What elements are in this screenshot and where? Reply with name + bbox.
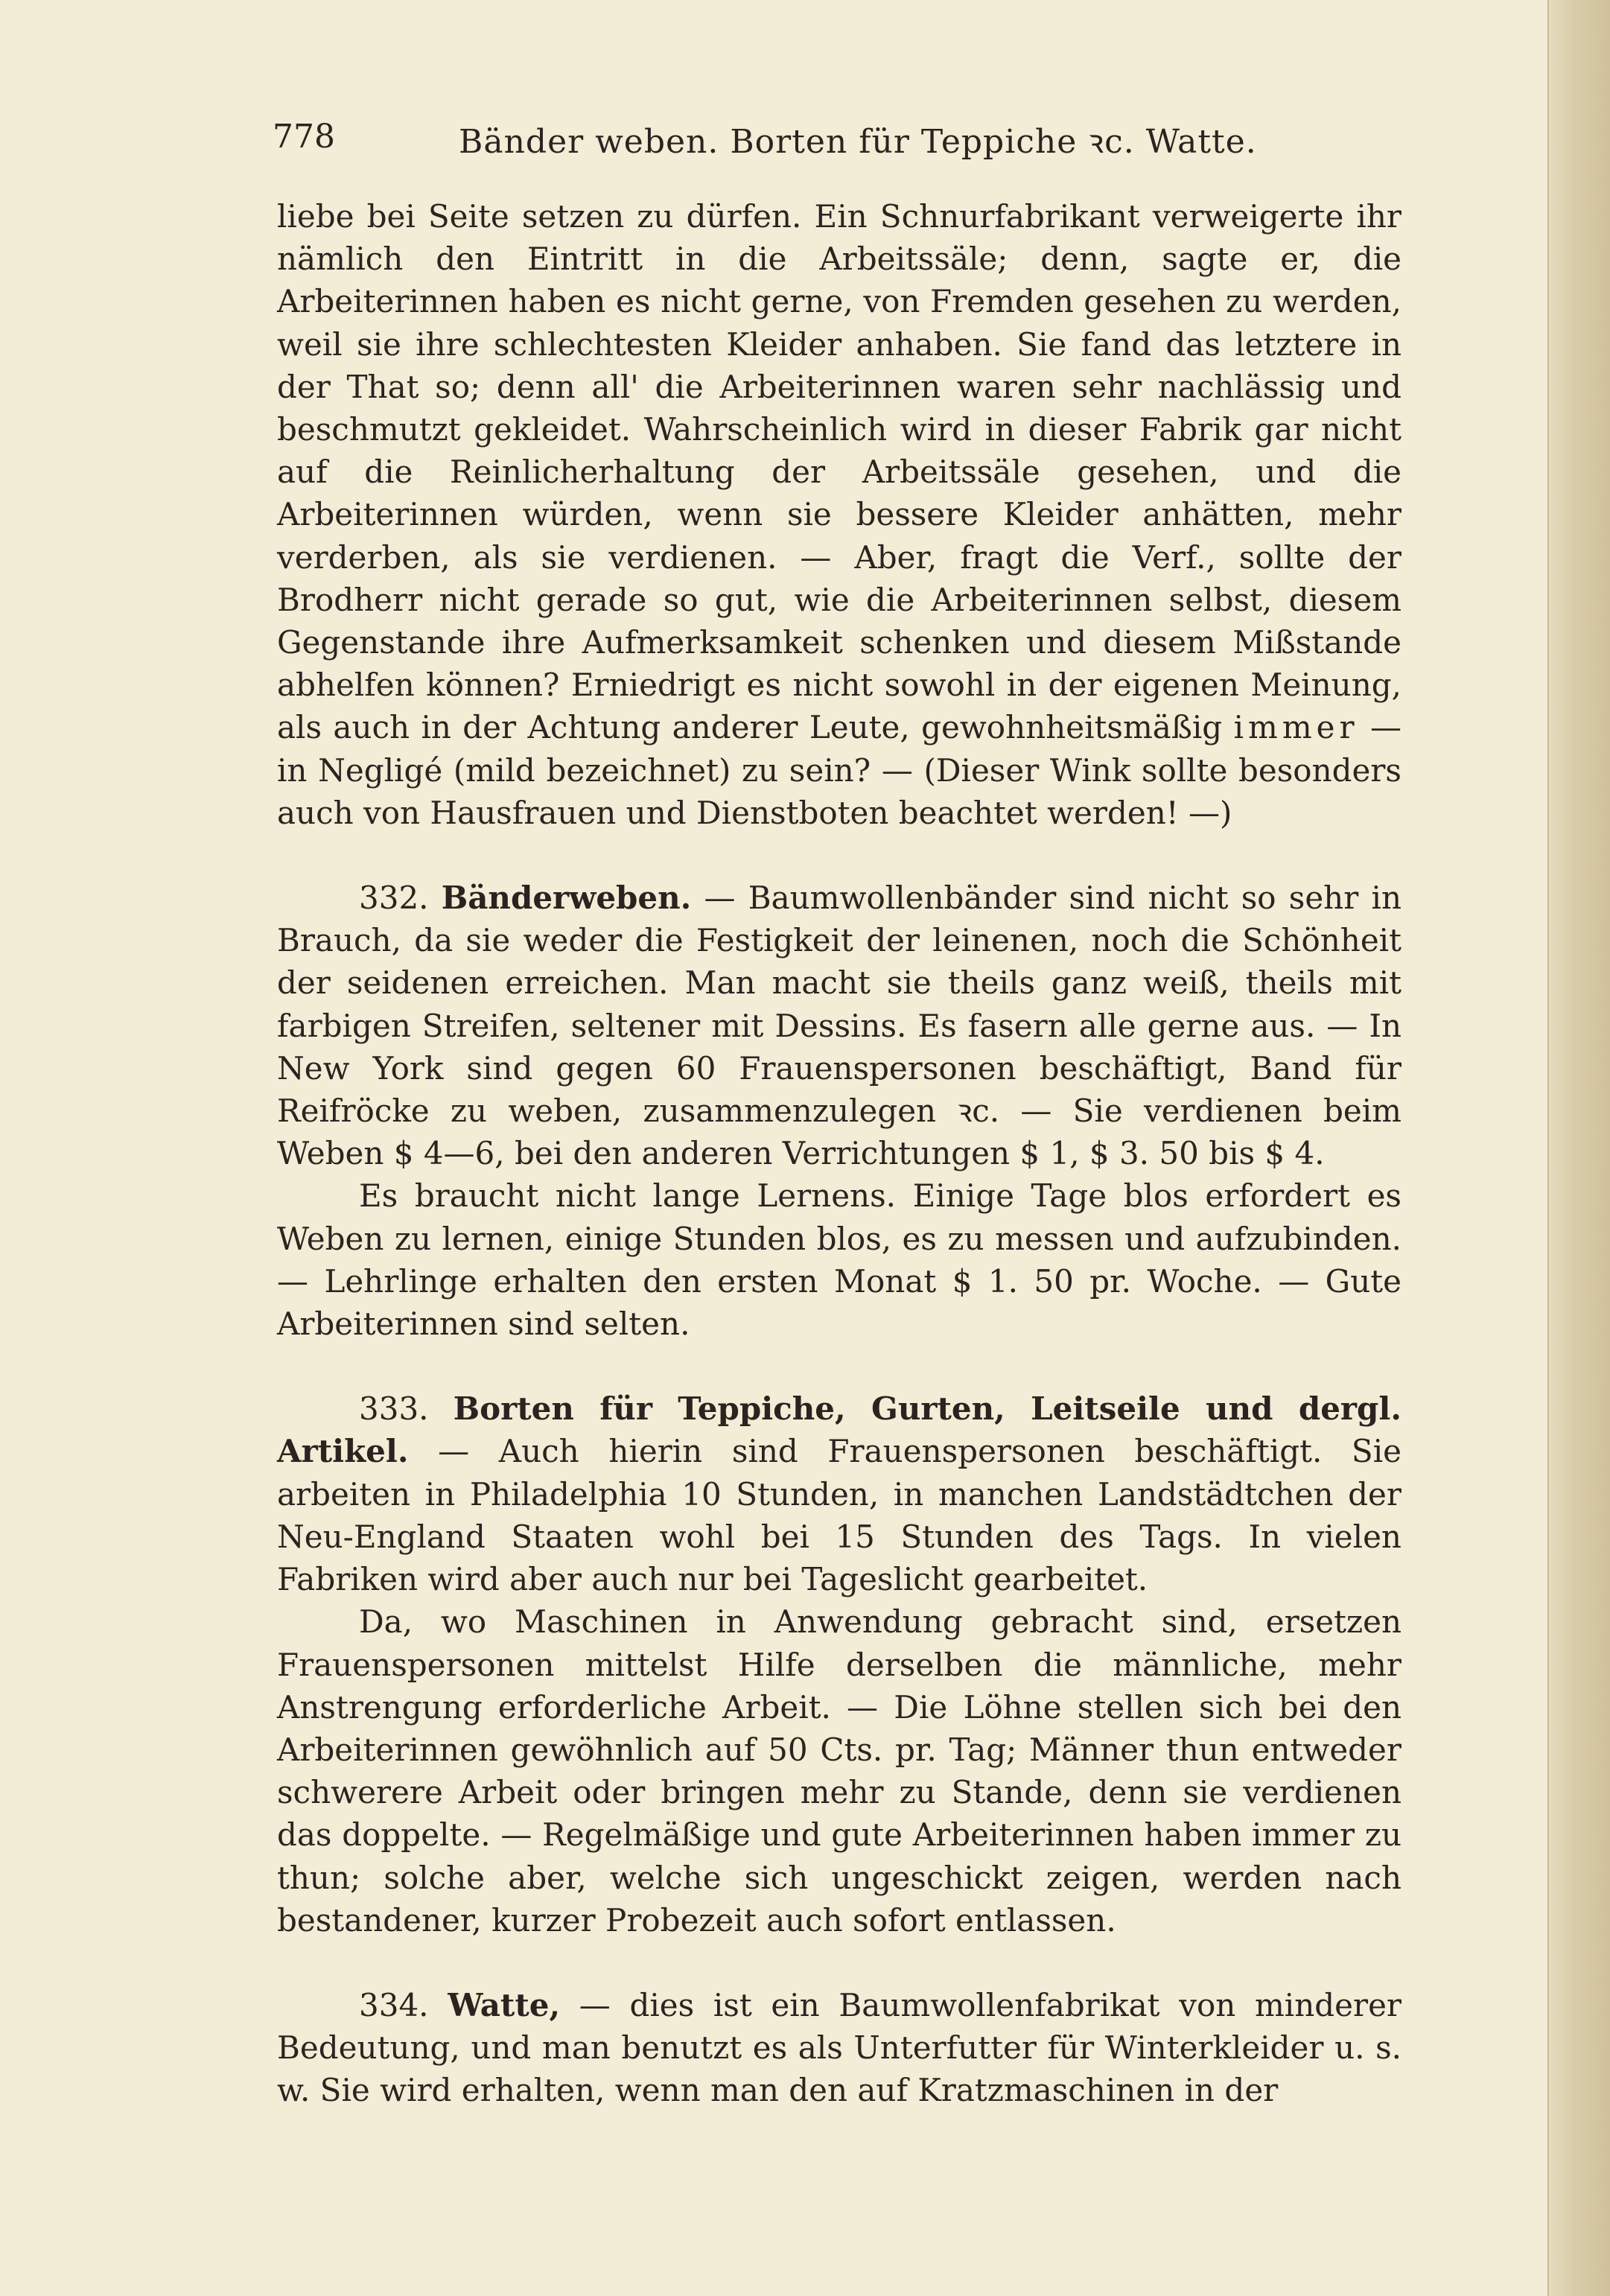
paragraph-continued bbox=[277, 195, 1401, 834]
section-number: 333. bbox=[359, 1390, 429, 1428]
section-heading: Borten für Teppiche, Gurten, Leitseile und dergl. Artikel. bbox=[277, 1390, 1401, 1470]
section-333-paragraph-2: Da, wo Maschinen in Anwendung gebracht sind, ersetzen Frauenspersonen mittelst Hilfe derselben die männliche, mehr Anstrengung erforderliche Arbeit. — Die Löhne stellen sich bei den Arbeiterinnen gewöhnlich auf 50 Cts. pr. Tag; Männer thun entweder schwerere Arbeit oder bringen mehr zu Stande, denn sie verdienen das doppelte. — Regelmäßige und gute Arbeiterinnen haben immer zu thun; solche aber, welche sich ungeschickt zeigen, werden nach bestandener, kurzer Probezeit auch sofort entlassen. bbox=[277, 1603, 1401, 1939]
book-spine-edge bbox=[1547, 0, 1610, 2296]
paragraph-text: liebe bei Seite setzen zu dürfen. Ein Schnurfabrikant verweigerte ihr nämlich den Eintritt in die Arbeitssäle; denn, sagte er, die Arbeiterinnen haben es nicht gerne, von Fremden gesehen zu werden, weil sie ihre schlechtesten Kleider anhaben. Sie fand das letztere in der That so; denn all' die Arbeiterinnen waren sehr nachlässig und beschmutzt gekleidet. Wahrscheinlich wird in dieser Fabrik gar nicht auf die Reinlicherhaltung der Arbeitssäle gesehen, und die Arbeiterinnen würden, wenn sie bessere Kleider anhätten, mehr verderben, als sie verdienen. — Aber, fragt die Verf., sollte der Brodherr nicht gerade so gut, wie die Arbeiterinnen selbst, diesem Gegenstande ihre Aufmerksamkeit schenken und diesem Mißstande abhelfen können? Erniedrigt es nicht sowohl in der eigenen Meinung, als auch in der Achtung anderer Leute, gewohnheitsmäßig bbox=[277, 198, 1401, 746]
page-number: 778 bbox=[273, 118, 335, 156]
section-332 bbox=[277, 877, 1401, 1174]
section-heading: Bänderweben. bbox=[441, 880, 692, 917]
section-334 bbox=[277, 1984, 1401, 2112]
section-number: 334. bbox=[359, 1986, 429, 2023]
running-title: Bänder weben. Borten für Teppiche ꝛc. Watte. bbox=[459, 123, 1257, 161]
spaced-word: immer bbox=[1233, 709, 1359, 746]
section-heading: Watte, bbox=[448, 1986, 561, 2023]
section-text: — Baumwollenbänder sind nicht so sehr in Brauch, da sie weder die Festigkeit der leinenen, noch die Schönheit der seidenen erreichen. Man macht sie theils ganz weiß, theils mit farbigen Streifen, seltener mit Dessins. Es fasern alle gerne aus. — In New York sind gegen 60 Frauenspersonen beschäftigt, Band für Reifröcke zu weben, zusammenzulegen ꝛc. — Sie verdienen beim Weben $ 4—6, bei den anderen Verrichtungen $ 1, $ 3. 50 bis $ 4. bbox=[277, 880, 1401, 1172]
section-333 bbox=[277, 1387, 1401, 1600]
section-text: — Auch hierin sind Frauenspersonen beschäftigt. Sie arbeiten in Philadelphia 10 Stunden, in manchen Landstädtchen der Neu-England Staaten wohl bei 15 Stunden des Tags. In vielen Fabriken wird aber auch nur bei Tageslicht gearbeitet. bbox=[277, 1433, 1401, 1598]
section-number: 332. bbox=[359, 880, 429, 917]
page-header bbox=[273, 112, 1404, 164]
body-text bbox=[277, 195, 1401, 2112]
section-332-paragraph-2: Es braucht nicht lange Lernens. Einige Tage blos erfordert es Weben zu lernen, einige Stunden blos, es zu messen und aufzubinden. — Lehrlinge erhalten den ersten Monat $ 1. 50 pr. Woche. — Gute Arbeiterinnen sind selten. bbox=[277, 1177, 1401, 1343]
paragraph-text-end: — in Negligé (mild bezeichnet) zu sein? — (Dieser Wink sollte besonders auch von Hausfrauen und Dienstboten beachtet werden! —) bbox=[277, 709, 1401, 831]
section-text: — dies ist ein Baumwollenfabrikat von minderer Bedeutung, und man benutzt es als Unterfutter für Winterkleider u. s. w. Sie wird erhalten, wenn man den auf Kratzmaschinen in der bbox=[277, 1986, 1402, 2109]
